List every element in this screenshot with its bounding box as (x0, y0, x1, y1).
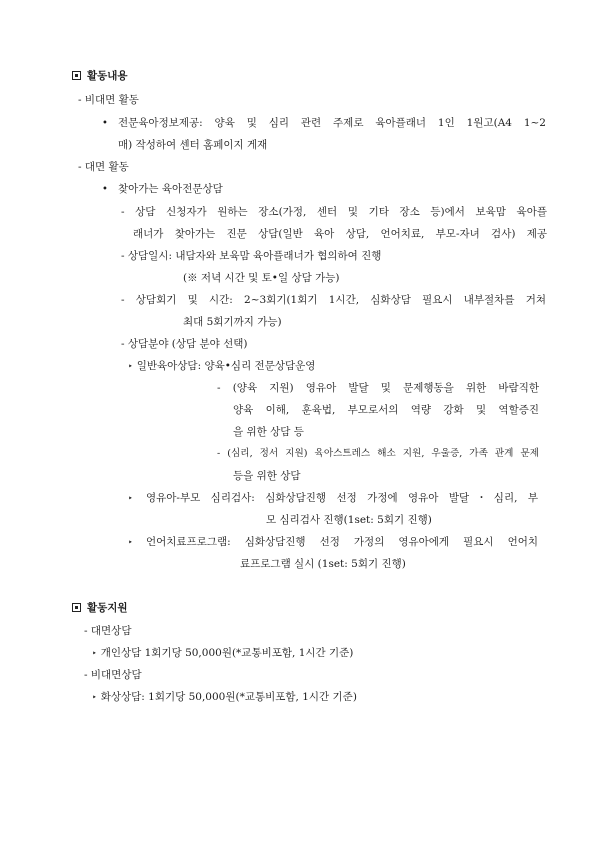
triangle-bullet-icon: ‣ (92, 649, 97, 658)
face-sub1-line1: - 상담 신청자가 원하는 장소(가정, 센터 및 기타 장소 등)에서 보육맘 육아플 (121, 206, 547, 218)
checkbox-square-icon (72, 71, 81, 80)
speech-therapy-line2: 료프로그램 실시 (1set: 5회기 진행) (240, 558, 406, 570)
general-detail2-line2: 등을 위한 상담 (233, 470, 301, 482)
general-detail1-line3: 을 위한 상담 등 (233, 426, 304, 438)
general-detail1-line2: 양육 이해, 훈육법, 부모로서의 역량 강화 및 역할증진 (233, 404, 539, 416)
bullet-dot-icon: • (102, 118, 108, 129)
general-counsel-row (128, 359, 315, 374)
support-face-row (92, 646, 353, 661)
speech-therapy-line1: 언어치료프로그램: 심화상담진행 선정 가정의 영유아에게 필요시 언어치 (146, 536, 538, 548)
support-face-item: 개인상담 1회기당 50,000원(*교통비포함, 1시간 기준) (100, 647, 354, 659)
support-nonface-label: - 비대면상담 (84, 669, 142, 681)
face-sub3-line2: 최대 5회기까지 가능) (183, 316, 282, 328)
face-sub3-line1: - 상담회기 및 시간: 2~3회기(1회기 1시간, 심화상담 필요시 내부절차를 거쳐 (121, 294, 546, 306)
nonface-label: - 비대면 활동 (78, 94, 139, 106)
infant-test-line1: 영유아-부모 심리검사: 심화상담진행 선정 가정에 영유아 발달・심리, 부 (146, 492, 538, 504)
triangle-bullet-icon: ‣ (128, 494, 133, 503)
face-sub1-line2: 래너가 찾아가는 진문 상담(일반 육아 상담, 언어치료, 부모-자녀 검사) 제공 (133, 228, 547, 240)
nonface-item-line1: 전문육아정보제공: 양육 및 심리 관련 주제로 육아플래너 1인 1원고(A4 1~2 (118, 117, 546, 129)
triangle-bullet-icon: ‣ (128, 362, 133, 371)
checkbox-square-icon (72, 603, 81, 612)
face-item-title: 찾아가는 육아전문상담 (118, 183, 223, 195)
infant-test-line2: 모 심리검사 진행(1set: 5회기 진행) (266, 514, 432, 526)
section-heading-activity (72, 69, 128, 83)
bullet-dot-icon: • (102, 184, 108, 195)
general-counsel-label: 일반육아상담: 양육•심리 전문상담운영 (136, 360, 316, 372)
section-title: 활동내용 (87, 70, 128, 82)
section-title: 활동지원 (87, 602, 128, 614)
nonface-item-line2: 매) 작성하여 센터 홈페이지 게재 (118, 139, 268, 151)
face-label: - 대면 활동 (78, 161, 129, 173)
triangle-bullet-icon: ‣ (128, 538, 133, 547)
section-heading-support (72, 601, 128, 615)
face-sub4: - 상담분야 (상담 분야 선택) (121, 338, 248, 350)
support-nonface-item: 화상상담: 1회기당 50,000원(*교통비포함, 1시간 기준) (100, 691, 357, 703)
triangle-bullet-icon: ‣ (92, 693, 97, 702)
face-sub2-line2: (※ 저녁 시간 및 토•일 상담 가능) (183, 272, 340, 284)
general-detail2-line1: - (심리, 정서 지원) 육아스트레스 해소 지원, 우울증, 가족 관계 문제 (217, 448, 539, 459)
face-sub2-line1: - 상담일시: 내담자와 보육맘 육아플래너가 협의하여 진행 (121, 250, 382, 262)
support-face-label: - 대면상담 (84, 625, 132, 637)
general-detail1-line1: - (양육 지원) 영유아 발달 및 문제행동을 위한 바람직한 (217, 382, 539, 394)
support-nonface-row (92, 690, 357, 705)
